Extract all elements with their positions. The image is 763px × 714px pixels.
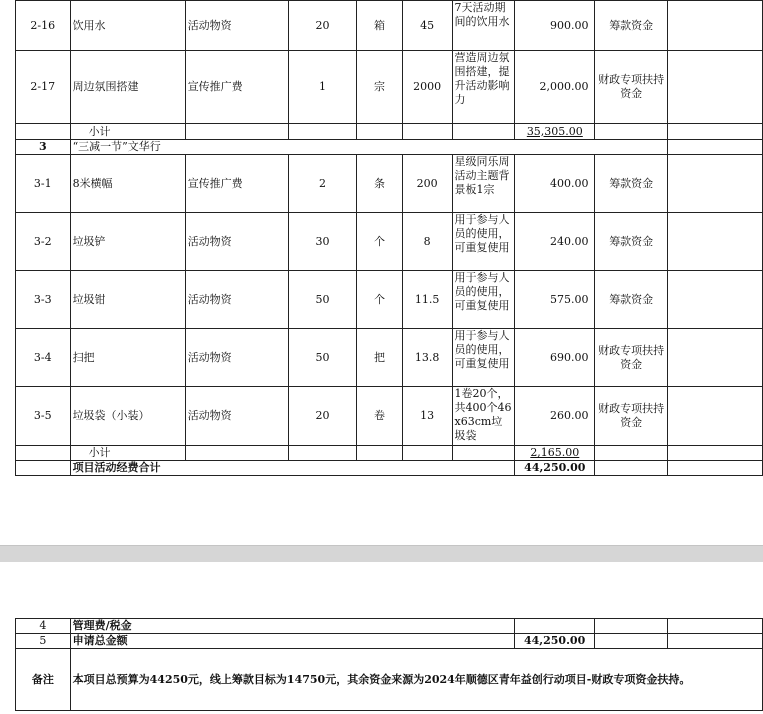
item-name: 扫把 [70,329,185,387]
item-name: 垃圾袋（小装） [70,387,185,446]
total-row [16,461,763,476]
table-row [16,213,763,271]
subtotal-row [16,446,763,461]
row-amount: 44,250.00 [514,634,594,649]
empty-cell [667,213,762,271]
item-name: 垃圾铲 [70,213,185,271]
item-price: 45 [402,1,452,51]
summary-row-total-request [16,634,763,649]
empty-cell [667,387,762,446]
item-source: 筹款资金 [595,271,667,329]
item-source: 筹款资金 [595,213,667,271]
item-source: 筹款资金 [595,155,667,213]
item-qty: 50 [288,271,356,329]
item-amount: 690.00 [515,329,595,387]
table-row [16,51,763,124]
empty-cell [595,619,667,634]
item-amount: 2,000.00 [515,51,595,124]
section-no: 3 [16,140,71,155]
budget-table [15,0,763,476]
item-amount: 240.00 [515,213,595,271]
item-source: 财政专项扶持资金 [595,387,667,446]
empty-cell [667,461,762,476]
empty-cell [667,634,762,649]
item-price: 200 [402,155,452,213]
item-unit: 箱 [357,1,403,51]
item-category: 活动物资 [185,387,288,446]
empty-cell [667,140,762,155]
item-note: 用于参与人员的使用，可重复使用 [452,213,515,271]
item-price: 2000 [402,51,452,124]
section-header-row [16,140,763,155]
subtotal-amount: 2,165.00 [515,446,595,461]
item-qty: 30 [288,213,356,271]
item-price: 13.8 [402,329,452,387]
item-unit: 个 [357,213,403,271]
item-amount: 900.00 [515,1,595,51]
item-note: 1卷20个，共400个46x63cm垃圾袋 [452,387,515,446]
empty-cell [402,446,452,461]
empty-cell [595,634,667,649]
empty-cell [185,124,288,140]
item-category: 活动物资 [185,213,288,271]
item-unit: 把 [357,329,403,387]
item-source: 财政专项扶持资金 [595,51,667,124]
item-name: 8米横幅 [70,155,185,213]
item-unit: 宗 [357,51,403,124]
item-price: 13 [402,387,452,446]
item-no: 3-5 [16,387,71,446]
subtotal-label: 小计 [70,124,185,140]
item-note: 营造周边氛围搭建，提升活动影响力 [452,51,515,124]
remark-row [16,649,763,711]
item-name: 垃圾钳 [70,271,185,329]
table-row [16,387,763,446]
table-row [16,1,763,51]
item-no: 2-17 [16,51,71,124]
subtotal-amount: 35,305.00 [515,124,595,140]
item-amount: 575.00 [515,271,595,329]
item-category: 活动物资 [185,1,288,51]
item-no: 3-1 [16,155,71,213]
item-amount: 400.00 [515,155,595,213]
summary-table [15,618,763,711]
empty-cell [357,446,403,461]
total-amount: 44,250.00 [515,461,595,476]
empty-cell [667,619,762,634]
empty-cell [667,1,762,51]
table-row [16,155,763,213]
empty-cell [185,446,288,461]
item-category: 活动物资 [185,329,288,387]
section-title: “三减一节”文华行 [70,140,667,155]
empty-cell [357,124,403,140]
empty-cell [288,124,356,140]
item-category: 宣传推广费 [185,155,288,213]
row-label: 管理费/税金 [70,619,514,634]
row-no: 5 [16,634,71,649]
item-note: 用于参与人员的使用，可重复使用 [452,329,515,387]
item-no: 3-2 [16,213,71,271]
item-amount: 260.00 [515,387,595,446]
subtotal-row [16,124,763,140]
item-category: 宣传推广费 [185,51,288,124]
item-no: 3-3 [16,271,71,329]
item-category: 活动物资 [185,271,288,329]
empty-cell [595,446,667,461]
item-qty: 20 [288,387,356,446]
subtotal-label: 小计 [70,446,185,461]
empty-cell [452,124,515,140]
item-name: 周边氛围搭建 [70,51,185,124]
empty-cell [667,155,762,213]
remark-text: 本项目总预算为44250元，线上筹款目标为14750元，其余资金来源为2024年顺德区青年益创行动项目-财政专项资金扶持。 [70,649,762,711]
empty-cell [16,124,71,140]
empty-cell [595,124,667,140]
empty-cell [595,461,667,476]
item-note: 7天活动期间的饮用水 [452,1,515,51]
document-page-2 [0,562,763,714]
row-no: 4 [16,619,71,634]
item-unit: 条 [357,155,403,213]
row-label: 申请总金额 [70,634,514,649]
item-qty: 2 [288,155,356,213]
summary-row-management-fee [16,619,763,634]
item-price: 11.5 [402,271,452,329]
empty-cell [16,461,71,476]
empty-cell [16,446,71,461]
row-amount [514,619,594,634]
item-source: 筹款资金 [595,1,667,51]
empty-cell [452,446,515,461]
item-note: 星级同乐周活动主题背景板1宗 [452,155,515,213]
item-note: 用于参与人员的使用，可重复使用 [452,271,515,329]
item-source: 财政专项扶持资金 [595,329,667,387]
item-no: 3-4 [16,329,71,387]
remark-label: 备注 [16,649,71,711]
item-unit: 个 [357,271,403,329]
empty-cell [667,446,762,461]
item-qty: 50 [288,329,356,387]
item-no: 2-16 [16,1,71,51]
item-name: 饮用水 [70,1,185,51]
total-label: 项目活动经费合计 [70,461,515,476]
table-row [16,329,763,387]
table-row [16,271,763,329]
empty-cell [402,124,452,140]
page-separator [0,545,763,563]
item-unit: 卷 [357,387,403,446]
item-qty: 20 [288,1,356,51]
item-price: 8 [402,213,452,271]
item-qty: 1 [288,51,356,124]
empty-cell [288,446,356,461]
empty-cell [667,124,762,140]
empty-cell [667,271,762,329]
empty-cell [667,51,762,124]
empty-cell [667,329,762,387]
